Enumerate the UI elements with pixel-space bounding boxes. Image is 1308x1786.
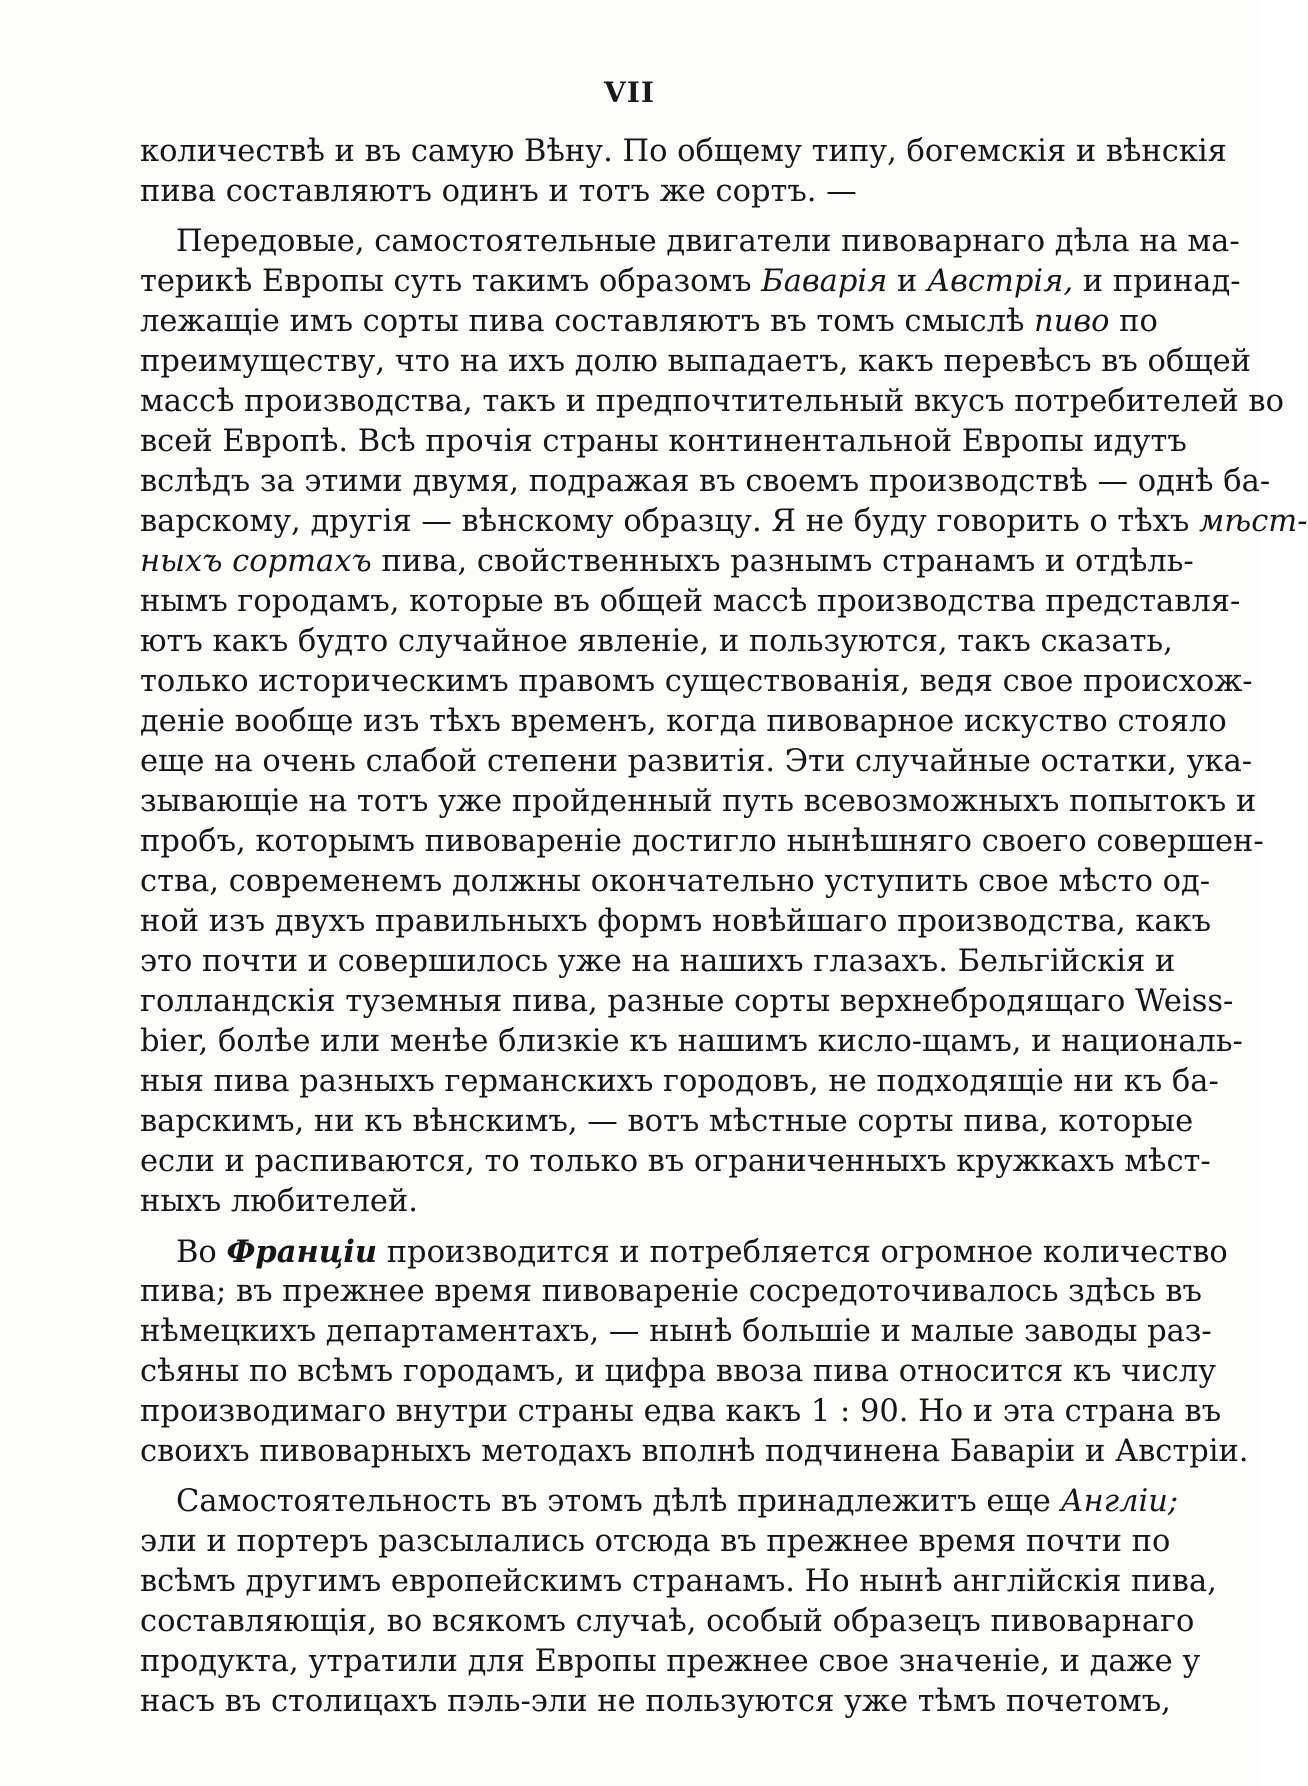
text-run: производимаго внутри страны едва какъ 1 : 90. Но и эта страна въ	[140, 1394, 1222, 1429]
emphasized-text: Англіи;	[1060, 1484, 1179, 1519]
text-line	[140, 1522, 1171, 1562]
text-line	[140, 302, 1158, 342]
text-run: всей Европѣ. Всѣ прочія страны континентальной Европы идутъ	[140, 424, 1187, 459]
text-line	[140, 1562, 1217, 1602]
text-run: сѣяны по всѣмъ городамъ, и цифра ввоза пива относится къ числу	[140, 1354, 1217, 1389]
text-run: ства, современемъ должны окончательно уступить свое мѣсто од-	[140, 864, 1211, 899]
emphasized-text: ныхъ сортахъ	[140, 544, 372, 579]
text-line	[140, 782, 1257, 822]
text-run: ютъ какъ будто случайное явленіе, и пользуются, такъ сказать,	[140, 624, 1173, 659]
text-line	[140, 822, 1264, 862]
text-line	[140, 132, 1227, 172]
text-line	[140, 502, 1308, 542]
text-line	[140, 862, 1211, 902]
text-line	[140, 742, 1253, 782]
text-run: преимуществу, что на ихъ долю выпадаетъ, какъ перевѣсъ въ общей	[140, 344, 1251, 379]
text-run: массѣ производства, такъ и предпочтительный вкусъ потребителей во	[140, 384, 1284, 419]
text-run: пива составляютъ одинъ и тотъ же сортъ. —	[140, 174, 857, 209]
text-run: Во	[176, 1235, 227, 1270]
text-run: продукта, утратили для Европы прежнее свое значеніе, и даже у	[140, 1644, 1201, 1679]
body-text	[140, 132, 1308, 1722]
text-run: количествѣ и въ самую Вѣну. По общему типу, богемскія и вѣнскія	[140, 134, 1227, 169]
text-run: ной изъ двухъ правильныхъ формъ новѣйшаго производства, какъ	[140, 904, 1212, 939]
text-run: терикѣ Европы суть такимъ образомъ	[140, 264, 762, 299]
text-line	[140, 702, 1227, 742]
paragraph	[140, 132, 1227, 212]
text-line	[140, 1102, 1194, 1142]
text-line	[140, 1392, 1222, 1432]
text-line	[140, 1352, 1217, 1392]
text-run: деніе вообще изъ тѣхъ временъ, когда пивоварное искуство стояло	[140, 704, 1227, 739]
text-line	[140, 342, 1251, 382]
text-run: еще на очень слабой степени развитія. Эти случайные остатки, ука-	[140, 744, 1253, 779]
text-run: голландскія туземныя пива, разные сорты верхнебродящаго Weiss-	[140, 984, 1234, 1019]
text-line	[140, 1682, 1171, 1722]
text-run: эли и портеръ разсылались отсюда въ прежнее время почти по	[140, 1524, 1171, 1559]
text-run: нымъ городамъ, которые въ общей массѣ производства представля-	[140, 584, 1241, 619]
text-line	[140, 1142, 1211, 1182]
text-line	[140, 542, 1194, 582]
text-run: Самостоятельность въ этомъ дѣлѣ принадлежитъ еще	[176, 1484, 1061, 1519]
text-run: по	[1109, 304, 1158, 339]
text-line	[140, 942, 1176, 982]
text-run: насъ въ столицахъ пэль-эли не пользуются уже тѣмъ почетомъ,	[140, 1684, 1171, 1719]
text-line	[140, 422, 1187, 462]
emphasized-text: пиво	[1034, 304, 1110, 339]
paragraph	[140, 1482, 1217, 1722]
text-run: варскимъ, ни къ вѣнскимъ, — вотъ мѣстные сорты пива, которые	[140, 1104, 1194, 1139]
text-run: нѣмецкихъ департаментахъ, — нынѣ большіе и малые заводы раз-	[140, 1314, 1212, 1349]
text-line	[140, 662, 1253, 702]
text-run: только историческимъ правомъ существованія, ведя свое происхож-	[140, 664, 1253, 699]
text-line	[140, 1482, 1179, 1522]
text-run: составляющія, во всякомъ случаѣ, особый образецъ пивоварнаго	[140, 1604, 1195, 1639]
paragraph	[140, 1232, 1249, 1472]
text-line	[140, 222, 1240, 262]
text-line	[140, 1232, 1228, 1272]
text-line	[140, 1022, 1243, 1062]
text-line	[140, 462, 1271, 502]
emphasized-text: мѣст-	[1199, 504, 1308, 539]
page-number: VII	[604, 76, 655, 109]
text-line	[140, 1182, 1128, 1222]
text-line	[140, 1312, 1212, 1352]
emphasized-text: Баварія	[761, 264, 888, 299]
text-run: лежащіе имъ сорты пива составляютъ въ томъ смыслѣ	[140, 304, 1035, 339]
text-run: Передовые, самостоятельные двигатели пивоварнаго дѣла на ма-	[176, 224, 1240, 259]
text-run: пива; въ прежнее время пивовареніе сосредоточивалось здѣсь въ	[140, 1274, 1202, 1309]
text-line	[140, 172, 1128, 212]
text-run: это почти и совершилось уже на нашихъ глазахъ. Бельгійскія и	[140, 944, 1176, 979]
text-line	[140, 622, 1173, 662]
text-line	[140, 1062, 1219, 1102]
text-line	[140, 262, 1241, 302]
text-run: варскому, другія — вѣнскому образцу. Я не буду говорить о тѣхъ	[140, 504, 1199, 539]
text-run: зывающіе на тотъ уже пройденный путь всевозможныхъ попытокъ и	[140, 784, 1257, 819]
text-run: если и распиваются, то только въ ограниченныхъ кружкахъ мѣст-	[140, 1144, 1211, 1179]
text-run: и принад-	[1073, 264, 1241, 299]
text-line	[140, 582, 1241, 622]
text-line	[140, 982, 1234, 1022]
text-run: пробъ, которымъ пивовареніе достигло нынѣшняго своего совершен-	[140, 824, 1264, 859]
text-line	[140, 1432, 1249, 1472]
text-line	[140, 902, 1212, 942]
text-run: ныхъ любителей.	[140, 1184, 418, 1219]
emphasized-text: Австрія,	[927, 264, 1074, 299]
emphasized-text: Франціи	[226, 1234, 378, 1270]
text-run: и	[887, 264, 928, 299]
paragraph	[140, 222, 1308, 1222]
text-run: производится и потребляется огромное количество	[377, 1235, 1228, 1270]
text-run: ныя пива разныхъ германскихъ городовъ, не подходящіе ни къ ба-	[140, 1064, 1219, 1099]
text-line	[140, 1642, 1201, 1682]
text-line	[140, 1602, 1195, 1642]
text-run: bier, болѣе или менѣе близкіе къ нашимъ кисло-щамъ, и националь-	[140, 1024, 1243, 1059]
text-run: пива, свойственныхъ разнымъ странамъ и отдѣль-	[371, 544, 1194, 579]
text-line	[140, 1272, 1202, 1312]
text-run: вслѣдъ за этими двумя, подражая въ своемъ производствѣ — однѣ ба-	[140, 464, 1271, 499]
text-run: всѣмъ другимъ европейскимъ странамъ. Но нынѣ англійскія пива,	[140, 1564, 1217, 1599]
text-run: своихъ пивоварныхъ методахъ вполнѣ подчинена Баваріи и Австріи.	[140, 1434, 1249, 1469]
text-line	[140, 382, 1284, 422]
